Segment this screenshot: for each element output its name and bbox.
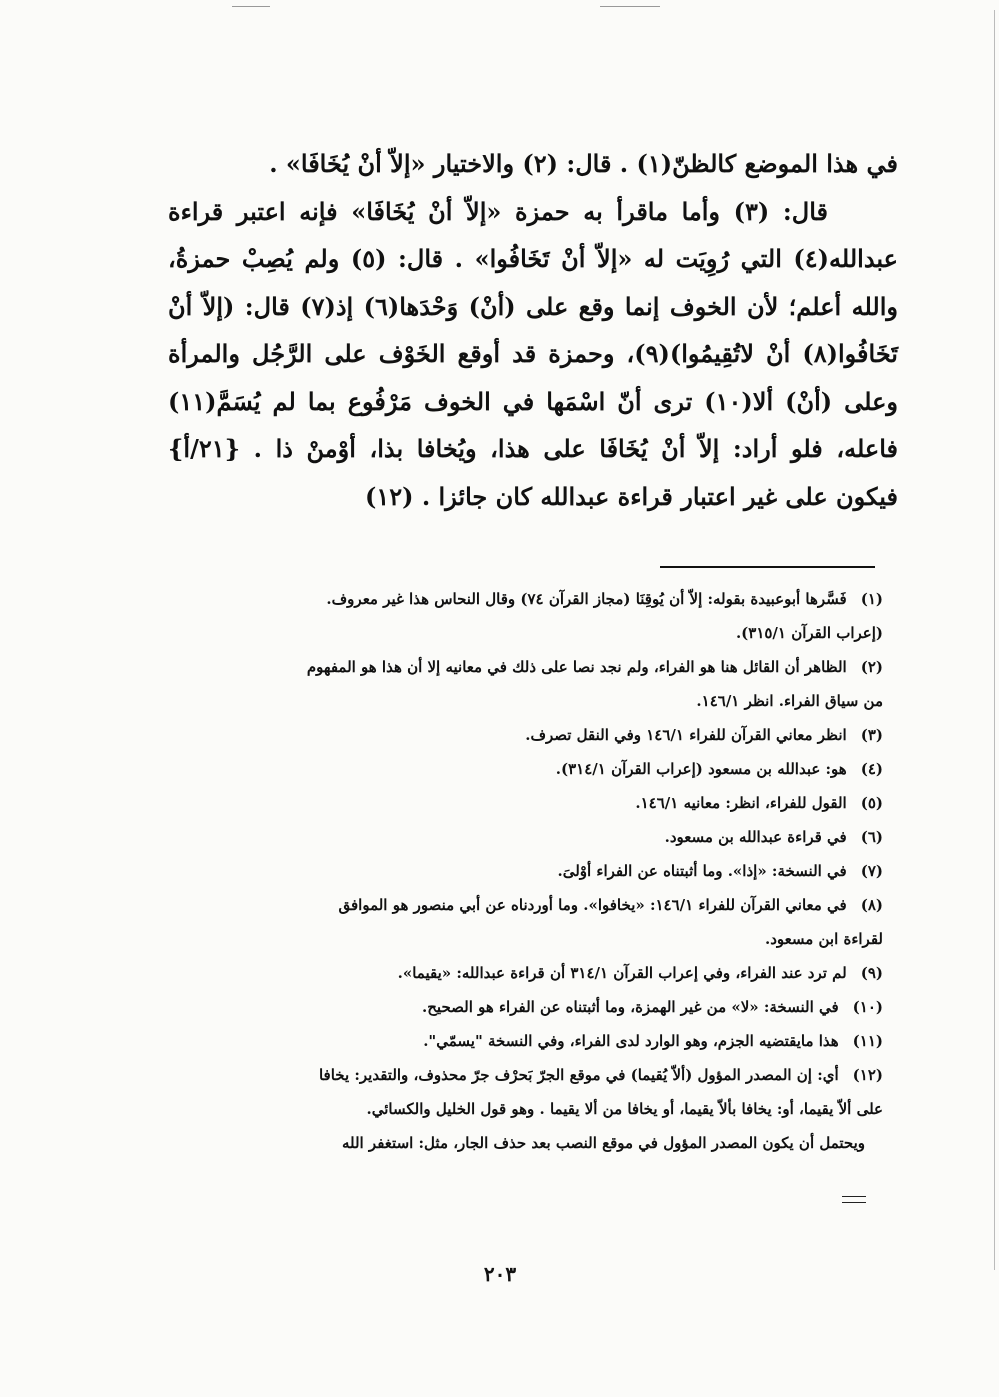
footnote-number: (٩) [860,964,883,982]
page-number: ٢٠٣ [483,1262,517,1286]
paragraph-2: قال: (٣) وأما ماقرأ به حمزة «إلاّ أنْ يُخَافَا» فإنه اعتبر قراءة عبدالله(٤) التي رُوِيَت له «إلاّ أنْ تَخَافُوا» . قال: (٥) ولم يُصِبْ حمزةُ، والله أعلم؛ لأن الخوف إنما وقع على (أنْ) وَحْدَها(٦) إذ(٧) قال: (إلاّ أنْ تَخَافُوا(٨) أنْ لاتُقِيمُوا)(٩)، وحمزة قد أوقع الخَوْف على الرَّجُل والمرأة وعلى (أنْ) ألا(١٠) ترى أنّ اسْمَها في الخوف مَرْفُوع بما لم يُسَمَّ(١١) فاعله، فلو أراد: إلاّ أنْ يُخَافَا على هذا، ويُخافا بذا، أوْمنْ ذا . {٢١/أ} فيكون على غير اعتبار قراءة عبدالله كان جائزا . (١٢) [168,196,898,511]
footnote-12 [175,1058,883,1126]
footnote-number: (٢) [860,658,883,676]
paragraph-1: في هذا الموضع كالظنّ(١) . قال: (٢) والاختيار «إلاّ أنْ يُخَافَا» . [269,149,898,178]
footnote-number: (٤) [860,760,883,778]
footnote-number: (٥) [860,794,883,812]
footnote-6 [175,820,883,854]
footnote-number: (١) [860,590,883,608]
footnote-10 [175,990,883,1024]
footnote-5 [175,786,883,820]
footnote-4 [175,752,883,786]
footnote-continuation: من سياق الفراء. انظر ١٤٦/١. [696,692,883,710]
footnote-number: (١١) [852,1032,883,1050]
footnote-text: انظر معاني القرآن للفراء ١٤٦/١ وفي النقل تصرف. [525,726,847,744]
footnote-text: هذا مايقتضيه الجزم، وهو الوارد لدى الفراء، وفي النسخة "يسمّي". [423,1032,839,1050]
footnotes [175,582,883,1160]
footnote-7 [175,854,883,888]
continuation-mark [842,1196,866,1203]
footnote-text: في قراءة عبدالله بن مسعود. [664,828,847,846]
footnote-8 [175,888,883,956]
footnote-3 [175,718,883,752]
footnote-9 [175,956,883,990]
footnote-text: القول للفراء، انظر: معانيه ١٤٦/١. [635,794,847,812]
footnote-number: (٣) [860,726,883,744]
footnote-number: (٧) [860,862,883,880]
footnote-text: في معاني القرآن للفراء ١٤٦/١: «يخافوا». وما أوردناه عن أبي منصور هو الموافق [338,896,847,914]
scan-edge-top-mid [600,6,660,7]
footnote-text: أي: إن المصدر المؤول (ألاّ يُقيما) في موقع الجرّ بَحرْف جرّ محذوف، والتقدير: يخافا [318,1066,839,1084]
footnote-number: (٨) [860,896,883,914]
footnote-2 [175,650,883,718]
footnote-trailing-line: ويحتمل أن يكون المصدر المؤول في موقع النصب بعد حذف الجار، مثل: استغفر الله [341,1134,865,1152]
footnote-text: في النسخة: «لا» من غير الهمزة، وما أثبتناه عن الفراء هو الصحيح. [422,998,839,1016]
footnote-text: لم ترد عند الفراء، وفي إعراب القرآن ٣١٤/١ أن قراءة عبدالله: «يقيما». [397,964,847,982]
footnote-text: في النسخة: «إذا». وما أثبتناه عن الفراء أوْلىَ. [557,862,847,880]
footnote-separator [660,566,875,568]
scan-edge-right [994,10,995,1270]
scan-edge-top-left [232,6,270,7]
footnote-continuation: لقراءة ابن مسعود. [764,930,883,948]
footnote-11 [175,1024,883,1058]
footnote-number: (١٢) [852,1066,883,1084]
footnote-continuation: (إعراب القرآن ٣١٥/١). [735,624,883,642]
footnote-continuation: على ألاّ يقيما، أو: يخافا بألاّ يقيما، أو يخافا من ألا يقيما . وهو قول الخليل والكسائي. [366,1100,883,1118]
footnote-text: فَسَّرها أبوعبيدة بقوله: إلاّ أن يُوقِنَا (مجاز القرآن ٧٤) وقال النحاس هذا غير معروف. [326,590,847,608]
footnote-1 [175,582,883,650]
footnote-text: هو: عبدالله بن مسعود (إعراب القرآن ٣١٤/١). [555,760,847,778]
footnote-number: (٦) [860,828,883,846]
main-text [168,140,898,520]
footnote-number: (١٠) [852,998,883,1016]
footnote-text: الظاهر أن القائل هنا هو الفراء، ولم نجد نصا على ذلك في معانيه إلا أن هذا هو المفهوم [306,658,847,676]
